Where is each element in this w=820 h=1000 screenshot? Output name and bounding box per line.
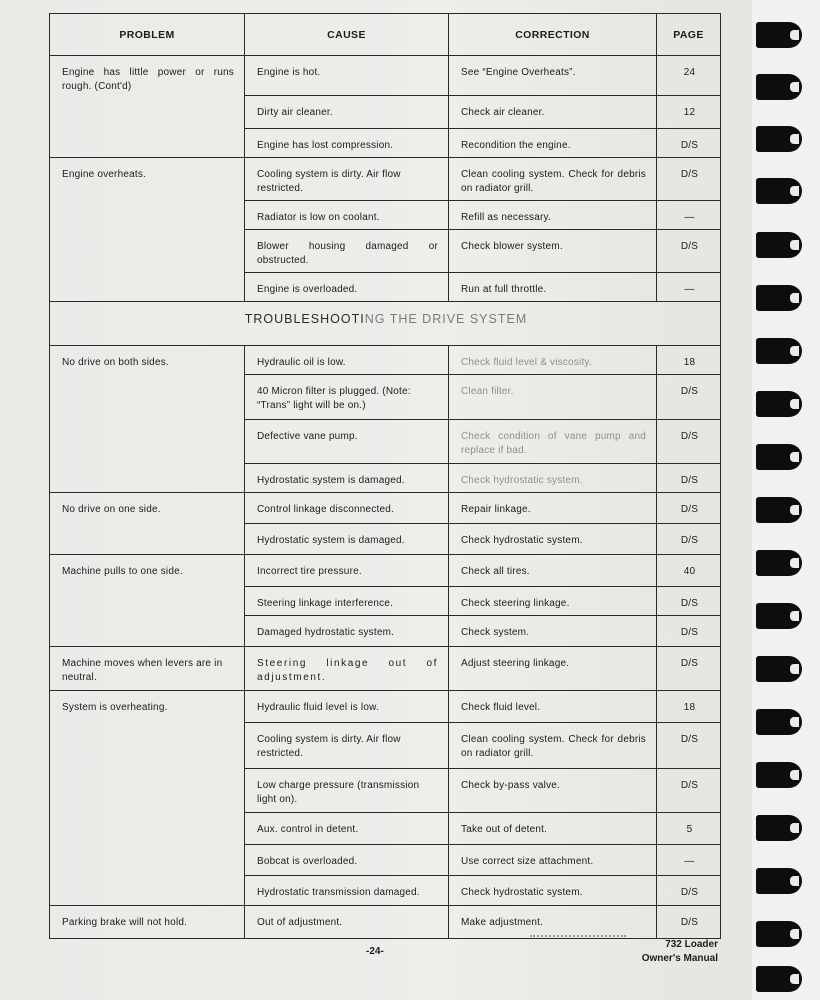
problem-cell: Machine moves when levers are in neutral. — [50, 647, 245, 691]
table-row — [50, 906, 721, 939]
page-cell: D/S — [657, 230, 721, 273]
binding-ring — [756, 74, 802, 100]
binding-ring — [756, 338, 802, 364]
correction-cell: Check system. — [449, 616, 657, 647]
cause-cell: Radiator is low on coolant. — [245, 201, 449, 230]
page-cell: 18 — [657, 346, 721, 375]
problem-cell: Engine overheats. — [50, 158, 245, 302]
cause-cell: Damaged hydrostatic system. — [245, 616, 449, 647]
page-cell: D/S — [657, 375, 721, 420]
page-cell: D/S — [657, 906, 721, 939]
print-specks — [530, 935, 626, 941]
binding-ring — [756, 497, 802, 523]
table-header-row — [50, 14, 721, 56]
correction-cell: Check fluid level. — [449, 691, 657, 723]
correction-cell: Clean cooling system. Check for debris on radiator grill. — [449, 158, 657, 201]
page-cell: D/S — [657, 876, 721, 906]
cause-cell: Out of adjustment. — [245, 906, 449, 939]
page-cell: D/S — [657, 420, 721, 464]
correction-cell: Check all tires. — [449, 555, 657, 587]
cause-cell: Hydraulic fluid level is low. — [245, 691, 449, 723]
page-cell: — — [657, 845, 721, 876]
page-cell: D/S — [657, 158, 721, 201]
cause-cell: Steering linkage out of adjustment. — [245, 647, 449, 691]
header-correction: CORRECTION — [449, 14, 657, 56]
binding-ring — [756, 656, 802, 682]
cause-cell: Bobcat is overloaded. — [245, 845, 449, 876]
correction-cell: Clean cooling system. Check for debris on radiator grill. — [449, 723, 657, 769]
binding-ring — [756, 126, 802, 152]
table-row — [50, 647, 721, 691]
table-row — [50, 346, 721, 375]
cause-cell: Engine is overloaded. — [245, 273, 449, 302]
binding-ring — [756, 868, 802, 894]
binding-ring — [756, 550, 802, 576]
cause-cell: Incorrect tire pressure. — [245, 555, 449, 587]
cause-cell: Engine is hot. — [245, 56, 449, 96]
correction-cell: Adjust steering linkage. — [449, 647, 657, 691]
binding-ring — [756, 815, 802, 841]
page-cell: D/S — [657, 493, 721, 524]
header-problem: PROBLEM — [50, 14, 245, 56]
correction-cell: Check blower system. — [449, 230, 657, 273]
section-title-part-faded: NG THE DRIVE SYSTEM — [364, 312, 528, 326]
correction-cell: Repair linkage. — [449, 493, 657, 524]
correction-cell: Make adjustment. — [449, 906, 657, 939]
binding-ring — [756, 178, 802, 204]
cause-cell: Engine has lost compression. — [245, 129, 449, 158]
page-cell: 24 — [657, 56, 721, 96]
cause-cell: Dirty air cleaner. — [245, 96, 449, 129]
model-name: 732 Loader — [665, 939, 718, 950]
binding-ring — [756, 709, 802, 735]
cause-cell: Steering linkage interference. — [245, 587, 449, 616]
page-cell: D/S — [657, 464, 721, 493]
table-row — [50, 493, 721, 524]
manual-name: Owner's Manual — [641, 953, 718, 964]
cause-cell: Hydrostatic system is damaged. — [245, 524, 449, 555]
binding-ring — [756, 391, 802, 417]
correction-cell: Check air cleaner. — [449, 96, 657, 129]
cause-cell: Defective vane pump. — [245, 420, 449, 464]
correction-cell: Recondition the engine. — [449, 129, 657, 158]
page-cell: 5 — [657, 813, 721, 845]
correction-cell: Check hydrostatic system. — [449, 464, 657, 493]
cause-cell: Aux. control in detent. — [245, 813, 449, 845]
cause-cell: Control linkage disconnected. — [245, 493, 449, 524]
section-title — [50, 302, 721, 346]
correction-cell: Check hydrostatic system. — [449, 524, 657, 555]
section-title-row — [50, 302, 721, 346]
page-cell: D/S — [657, 647, 721, 691]
binding-ring — [756, 285, 802, 311]
page-cell: 40 — [657, 555, 721, 587]
manual-footer — [642, 938, 718, 966]
header-page: PAGE — [657, 14, 721, 56]
problem-cell: No drive on one side. — [50, 493, 245, 555]
page-cell: — — [657, 273, 721, 302]
correction-cell: Take out of detent. — [449, 813, 657, 845]
troubleshooting-table — [49, 13, 721, 939]
page-cell: 18 — [657, 691, 721, 723]
correction-cell: Check steering linkage. — [449, 587, 657, 616]
table-row — [50, 158, 721, 201]
binding-ring — [756, 22, 802, 48]
correction-cell: Check hydrostatic system. — [449, 876, 657, 906]
problem-cell: No drive on both sides. — [50, 346, 245, 493]
problem-cell: Parking brake will not hold. — [50, 906, 245, 939]
table-row — [50, 555, 721, 587]
spiral-binding — [756, 22, 804, 992]
cause-cell: Blower housing damaged or obstructed. — [245, 230, 449, 273]
page-cell: D/S — [657, 587, 721, 616]
binding-ring — [756, 603, 802, 629]
binding-ring — [756, 444, 802, 470]
correction-cell: Check fluid level & viscosity. — [449, 346, 657, 375]
section-title-part-dark: TROUBLESHOOTI — [244, 312, 365, 326]
binding-ring — [756, 921, 802, 947]
cause-cell: Hydraulic oil is low. — [245, 346, 449, 375]
table-row — [50, 691, 721, 723]
table-row — [50, 56, 721, 96]
page-number: -24- — [366, 946, 384, 957]
page-cell: D/S — [657, 129, 721, 158]
correction-cell: Check condition of vane pump and replace if bad. — [449, 420, 657, 464]
binding-ring — [756, 232, 802, 258]
page-cell: D/S — [657, 524, 721, 555]
correction-cell: Clean filter. — [449, 375, 657, 420]
problem-cell: System is overheating. — [50, 691, 245, 906]
correction-cell: Run at full throttle. — [449, 273, 657, 302]
cause-cell: Low charge pressure (transmission light on). — [245, 769, 449, 813]
correction-cell: Use correct size attachment. — [449, 845, 657, 876]
page-cell: D/S — [657, 769, 721, 813]
cause-cell: Hydrostatic transmission damaged. — [245, 876, 449, 906]
cause-cell: Hydrostatic system is damaged. — [245, 464, 449, 493]
problem-cell: Engine has little power or runs rough. (Cont'd) — [50, 56, 245, 158]
correction-cell: Refill as necessary. — [449, 201, 657, 230]
cause-cell: Cooling system is dirty. Air flow restricted. — [245, 158, 449, 201]
correction-cell: See “Engine Overheats”. — [449, 56, 657, 96]
binding-ring — [756, 966, 802, 992]
page-cell: 12 — [657, 96, 721, 129]
cause-cell: Cooling system is dirty. Air flow restricted. — [245, 723, 449, 769]
page-cell: — — [657, 201, 721, 230]
header-cause: CAUSE — [245, 14, 449, 56]
correction-cell: Check by-pass valve. — [449, 769, 657, 813]
cause-cell: 40 Micron filter is plugged. (Note: “Trans” light will be on.) — [245, 375, 449, 420]
binding-ring — [756, 762, 802, 788]
problem-cell: Machine pulls to one side. — [50, 555, 245, 647]
page-cell: D/S — [657, 723, 721, 769]
page-cell: D/S — [657, 616, 721, 647]
